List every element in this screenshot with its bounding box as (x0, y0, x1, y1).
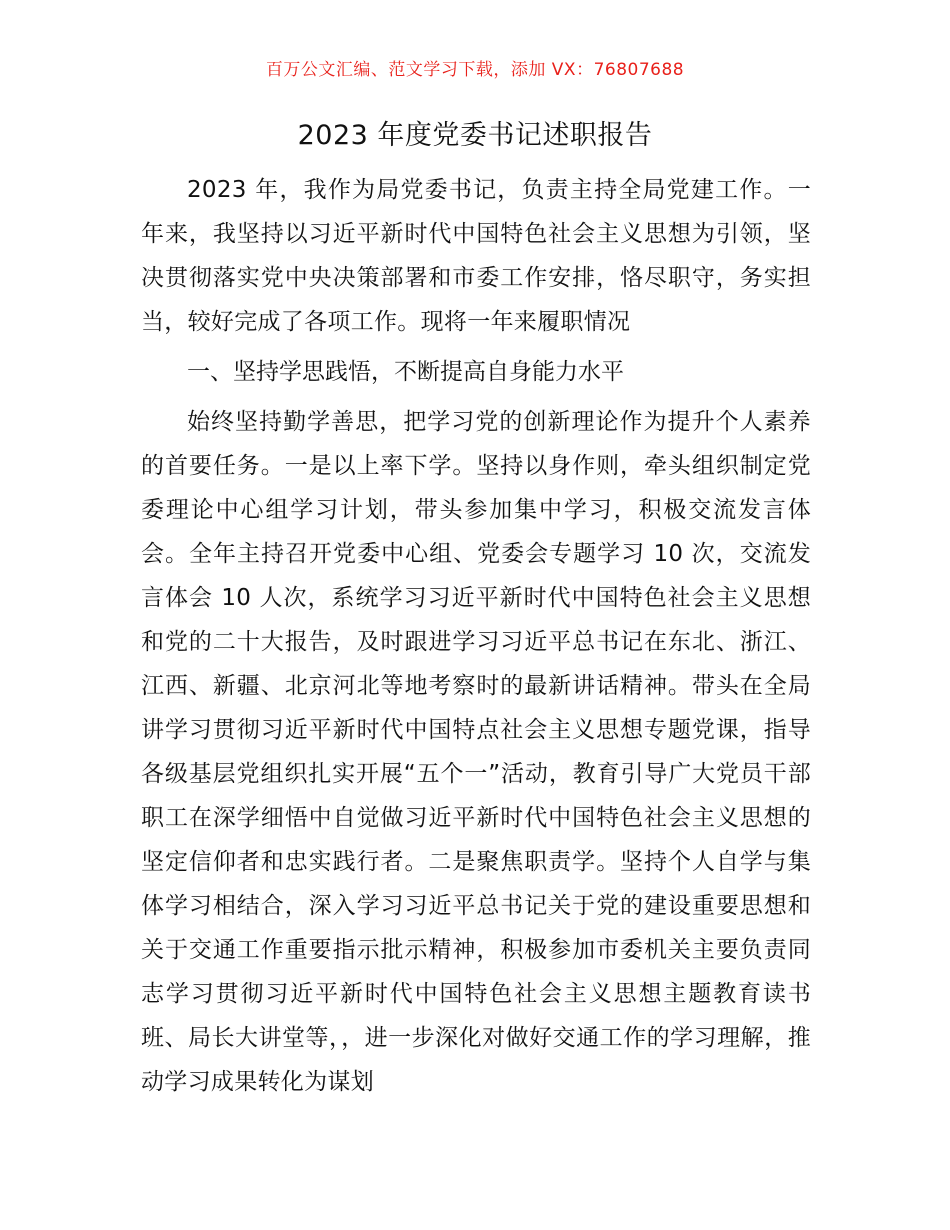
section-paragraph: 始终坚持勤学善思，把学习党的创新理论作为提升个人素养的首要任务。一是以上率下学。坚持以身作则，牵头组织制定党委理论中心组学习计划，带头参加集中学习，积极交流发言体会。全年主持召开党委中心组、党委会专题学习 10 次，交流发言体会 10 人次，系统学习习近平新时代中国特色社会主义思想和党的二十大报告，及时跟进学习习近平总书记在东北、浙江、江西、新疆、北京河北等地考察时的最新讲话精神。带头在全局讲学习贯彻习近平新时代中国特点社会主义思想专题党课，指导各级基层党组织扎实开展“五个一”活动，教育引导广大党员干部职工在深学细悟中自觉做习近平新时代中国特色社会主义思想的坚定信仰者和忠实践行者。二是聚焦职责学。坚持个人自学与集体学习相结合，深入学习习近平总书记关于党的建设重要思想和关于交通工作重要指示批示精神，积极参加市委机关主要负责同志学习贯彻习近平新时代中国特色社会主义思想主题教育读书班、局长大讲堂等，，进一步深化对做好交通工作的学习理解，推动学习成果转化为谋划 (141, 409, 811, 1095)
watermark-header: 百万公文汇编、范文学习下载，添加 VX：76807688 (265, 60, 685, 80)
section-heading: 一、坚持学思践悟，不断提高自身能力水平 (187, 359, 624, 385)
intro-paragraph: 2023 年，我作为局党委书记，负责主持全局党建工作。一年来，我坚持以习近平新时代中国特色社会主义思想为引领，坚决贯彻落实党中央决策部署和市委工作安排，恪尽职守，务实担当，较好完成了各项工作。现将一年来履职情况 (141, 177, 811, 335)
document-body (141, 168, 811, 1104)
document-title: 2023 年度党委书记述职报告 (297, 120, 653, 151)
